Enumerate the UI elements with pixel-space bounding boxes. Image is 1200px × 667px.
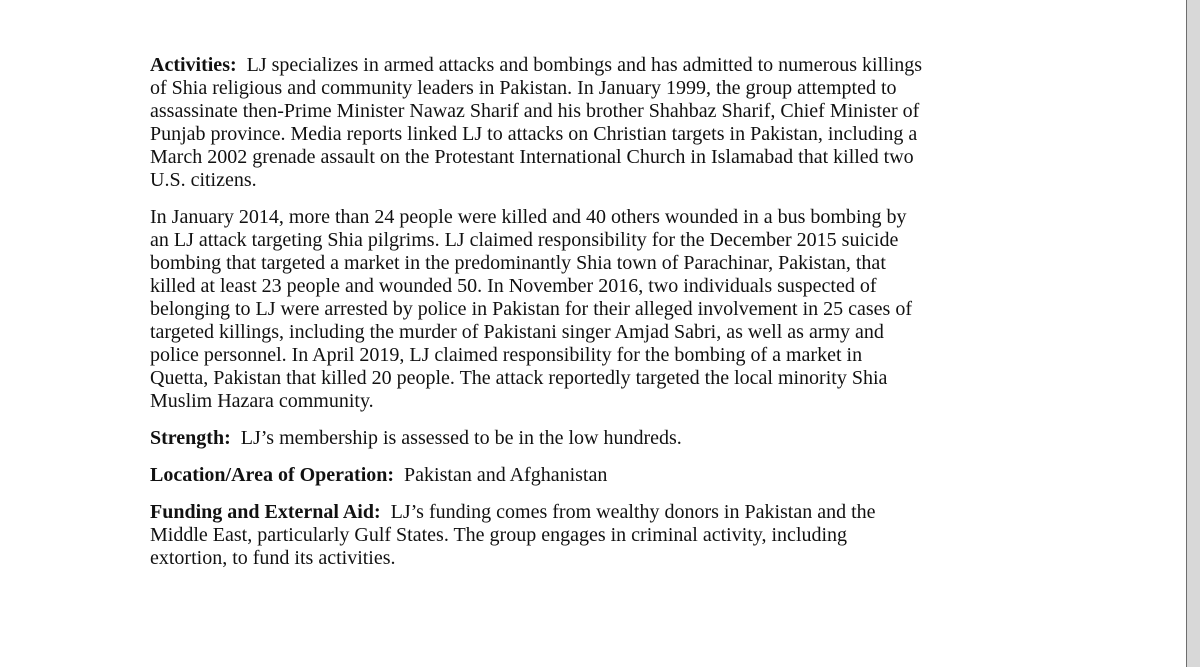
funding-text-1: LJ’s funding comes from wealthy donors in Pakistan and the xyxy=(390,501,876,523)
activities-paragraph xyxy=(150,54,1070,192)
activities-cont-line-5: belonging to LJ were arrested by police in Pakistan for their alleged involvement in 25 cases of xyxy=(150,298,913,320)
strength-line xyxy=(150,427,1070,450)
activities-continued-paragraph xyxy=(150,206,1070,413)
activities-cont-line-4: killed at least 23 people and wounded 50. In November 2016, two individuals suspected of xyxy=(150,275,877,297)
activities-cont-line-6: targeted killings, including the murder of Pakistani singer Amjad Sabri, as well as army and xyxy=(150,321,884,343)
activities-line-6: U.S. citizens. xyxy=(150,169,257,191)
activities-cont-line-2: an LJ attack targeting Shia pilgrims. LJ claimed responsibility for the December 2015 suicide xyxy=(150,229,899,251)
document-body xyxy=(150,54,1070,584)
activities-cont-line-9: Muslim Hazara community. xyxy=(150,390,374,412)
funding-paragraph xyxy=(150,501,1070,570)
strength-paragraph xyxy=(150,427,1070,450)
funding-line-1 xyxy=(150,501,1070,524)
activities-text-1: LJ specializes in armed attacks and bombings and has admitted to numerous killings xyxy=(246,54,923,76)
activities-line-4: Punjab province. Media reports linked LJ to attacks on Christian targets in Pakistan, including a xyxy=(150,123,918,145)
activities-label: Activities: xyxy=(150,54,237,76)
strength-text: LJ’s membership is assessed to be in the low hundreds. xyxy=(240,427,682,449)
location-paragraph xyxy=(150,464,1070,487)
location-text: Pakistan and Afghanistan xyxy=(404,464,608,486)
strength-label: Strength: xyxy=(150,427,231,449)
activities-cont-line-3: bombing that targeted a market in the predominantly Shia town of Parachinar, Pakistan, that xyxy=(150,252,886,274)
activities-line-1 xyxy=(150,54,1070,77)
activities-line-2: of Shia religious and community leaders in Pakistan. In January 1999, the group attempted to xyxy=(150,77,897,99)
location-label: Location/Area of Operation: xyxy=(150,464,395,486)
activities-cont-line-7: police personnel. In April 2019, LJ claimed responsibility for the bombing of a market in xyxy=(150,344,863,366)
funding-label: Funding and External Aid: xyxy=(150,501,381,523)
location-line xyxy=(150,464,1070,487)
funding-line-3: extortion, to fund its activities. xyxy=(150,547,396,569)
activities-cont-line-8: Quetta, Pakistan that killed 20 people. The attack reportedly targeted the local minority Shia xyxy=(150,367,888,389)
activities-cont-line-1: In January 2014, more than 24 people were killed and 40 others wounded in a bus bombing by xyxy=(150,206,907,228)
activities-line-3: assassinate then-Prime Minister Nawaz Sharif and his brother Shahbaz Sharif, Chief Minister of xyxy=(150,100,920,122)
funding-line-2: Middle East, particularly Gulf States. The group engages in criminal activity, including xyxy=(150,524,848,546)
viewer-gutter xyxy=(1187,0,1200,667)
activities-line-5: March 2002 grenade assault on the Protestant International Church in Islamabad that killed two xyxy=(150,146,914,168)
